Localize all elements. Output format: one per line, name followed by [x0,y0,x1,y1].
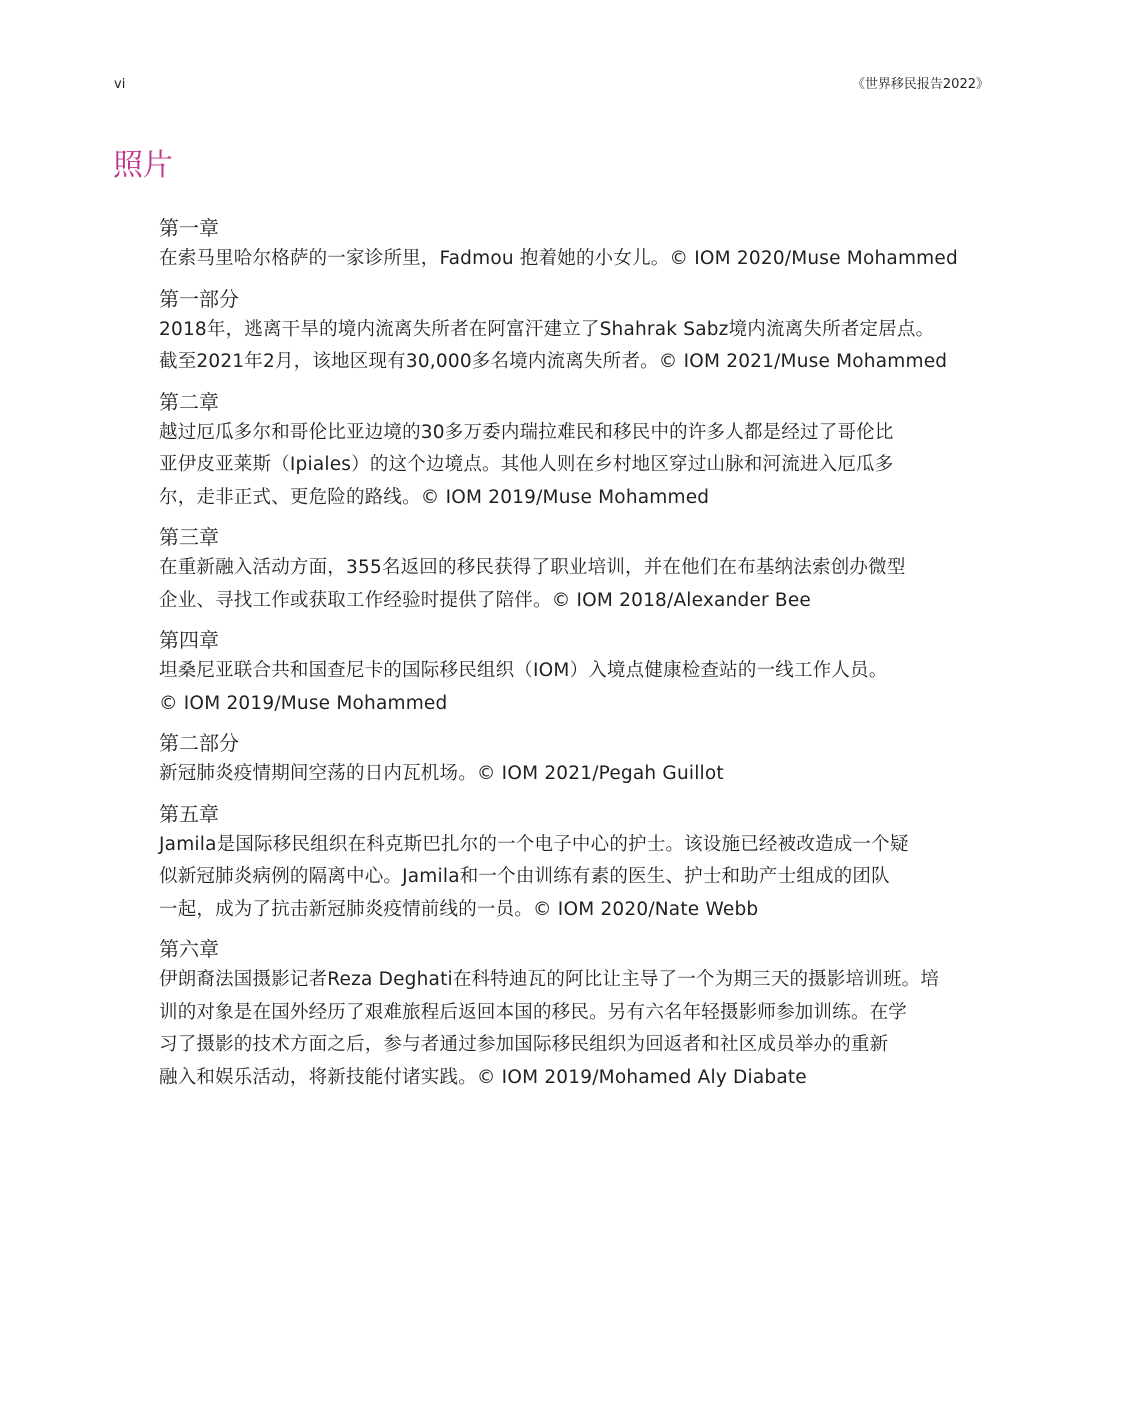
credit-text: 伊朗裔法国摄影记者Reza Deghati在科特迪瓦的阿比让主导了一个为期三天的摄影培训班。培 [159,969,940,990]
credit-text: 习了摄影的技术方面之后，参与者通过参加国际移民组织为回返者和社区成员举办的重新 [159,1034,889,1055]
credit-text: 似新冠肺炎病例的隔离中心。Jamila和一个由训练有素的医生、护士和助产士组成的团队 [159,866,890,887]
credit-text: 在索马里哈尔格萨的一家诊所里，Fadmou 抱着她的小女儿。© IOM 2020/Muse Mohammed [159,248,958,269]
credit-heading: 第六章 [159,937,219,961]
credit-text: 坦桑尼亚联合共和国查尼卡的国际移民组织（IOM）入境点健康检查站的一线工作人员。 [159,660,888,681]
credit-heading: 第五章 [159,801,219,826]
credit-text: 尔，走非正式、更危险的路线。© IOM 2019/Muse Mohammed [159,486,710,508]
credit-text: 亚伊皮亚莱斯（Ipiales）的这个边境点。其他人则在乡村地区穿过山脉和河流进入厄瓜多 [159,454,894,475]
credit-text: 融入和娱乐活动，将新技能付诸实践。© IOM 2019/Mohamed Aly Diabate [159,1066,807,1088]
credit-heading: 第三章 [159,525,219,549]
report-title: 《世界移民报告2022》 [851,77,989,92]
page-title: 照片 [113,148,173,183]
credit-heading: 第四章 [159,628,219,652]
credit-heading: 第二部分 [159,731,239,755]
credit-entry [159,387,999,515]
credit-text: 一起，成为了抗击新冠肺炎疫情前线的一员。© IOM 2020/Nate Webb [159,898,759,920]
credit-text: 2018年，逃离干旱的境内流离失所者在阿富汗建立了Shahrak Sabz境内流离失所者定居点。 [159,318,935,340]
credit-heading: 第二章 [159,389,219,414]
credit-heading: 第一部分 [159,286,239,311]
credit-heading: 第一章 [159,216,219,240]
credit-entry [159,522,999,617]
credit-text: 企业、寻找工作或获取工作经验时提供了陪伴。© IOM 2018/Alexander Bee [159,589,811,611]
credit-text: © IOM 2019/Muse Mohammed [159,692,448,714]
credit-entry [159,799,999,927]
page-number: vi [114,77,126,92]
credit-text: 越过厄瓜多尔和哥伦比亚边境的30多万委内瑞拉难民和移民中的许多人都是经过了哥伦比 [159,421,894,443]
credit-text: Jamila是国际移民组织在科克斯巴扎尔的一个电子中心的护士。该设施已经被改造成一个疑 [159,833,909,855]
credit-entry [159,728,999,791]
credit-entry [159,934,999,1094]
credit-entry [159,213,999,276]
credit-text: 截至2021年2月，该地区现有30,000多名境内流离失所者。© IOM 2021/Muse Mohammed [159,351,948,372]
credit-entry [159,284,999,379]
credit-text: 训的对象是在国外经历了艰难旅程后返回本国的移民。另有六名年轻摄影师参加训练。在学 [159,1001,908,1023]
credit-text: 在重新融入活动方面，355名返回的移民获得了职业培训，并在他们在布基纳法索创办微型 [159,557,906,578]
photo-credits-list [159,213,999,1102]
credit-entry [159,625,999,720]
credit-text: 新冠肺炎疫情期间空荡的日内瓦机场。© IOM 2021/Pegah Guillot [159,763,724,784]
